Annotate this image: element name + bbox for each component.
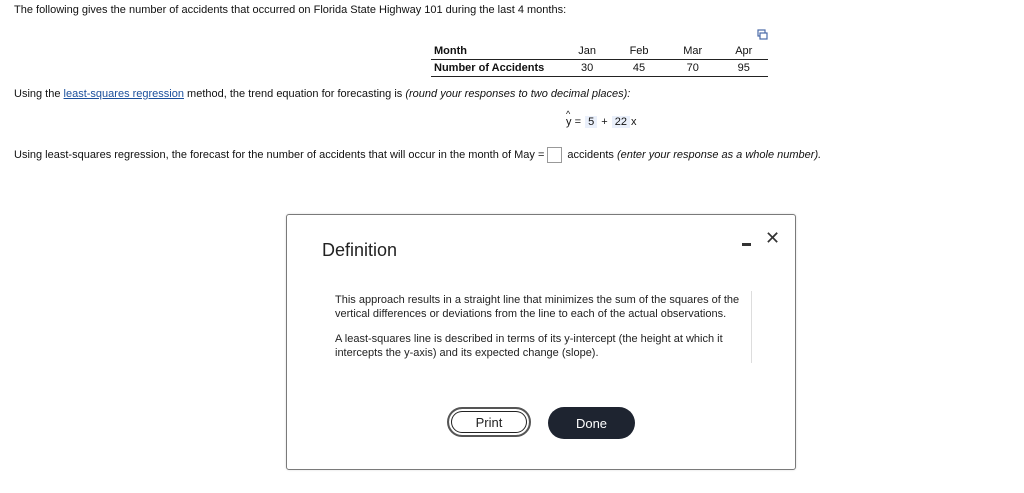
may-forecast-input[interactable] xyxy=(547,147,562,163)
table-row-accidents xyxy=(431,60,768,77)
accident-cell: 95 xyxy=(720,60,768,77)
month-cell: Apr xyxy=(720,44,768,60)
definition-paragraph: A least-squares line is described in terms of its y-intercept (the height at which it intercepts the y-axis) and its expected change (slope). xyxy=(335,333,723,359)
forecast-prompt xyxy=(14,147,821,163)
regression-prefix: Using the xyxy=(14,88,64,100)
scroll-track[interactable] xyxy=(751,291,752,363)
row-header-month: Month xyxy=(431,44,562,60)
month-cell: Jan xyxy=(562,44,612,60)
intercept-answer[interactable]: 5 xyxy=(585,116,597,128)
accident-cell: 30 xyxy=(562,60,612,77)
minimize-icon[interactable] xyxy=(741,237,753,249)
regression-middle: method, the trend equation for forecasting is xyxy=(183,88,406,100)
y-hat-symbol: ^ y xyxy=(566,116,572,128)
equals-sign: = xyxy=(574,116,581,128)
accident-cell: 45 xyxy=(612,60,666,77)
x-variable: x xyxy=(631,116,637,128)
done-button[interactable]: Done xyxy=(548,407,635,439)
regression-prompt xyxy=(14,88,630,100)
dialog-title: Definition xyxy=(322,240,398,260)
accidents-table xyxy=(431,44,768,77)
forecast-prefix: Using least-squares regression, the forecast for the number of accidents that will occur in the month of May = xyxy=(14,148,545,161)
forecast-unit: accidents xyxy=(567,148,614,161)
month-cell: Feb xyxy=(612,44,666,60)
row-header-accidents: Number of Accidents xyxy=(431,60,562,77)
table-row-month xyxy=(431,44,768,60)
accident-cell: 70 xyxy=(666,60,720,77)
forecast-instruction: (enter your response as a whole number). xyxy=(616,148,822,161)
close-icon[interactable]: ✕ xyxy=(765,228,781,248)
definition-body xyxy=(335,293,747,371)
month-cell: Mar xyxy=(666,44,720,60)
slope-answer[interactable]: 22 xyxy=(612,116,630,128)
plus-sign: + xyxy=(601,116,608,128)
regression-instruction: (round your responses to two decimal places): xyxy=(405,88,631,100)
trend-equation xyxy=(566,116,637,128)
copy-icon[interactable] xyxy=(757,29,768,40)
intro-text: The following gives the number of accidents that occurred on Florida State Highway 101 during the last 4 months: xyxy=(14,4,567,16)
print-button[interactable]: Print xyxy=(447,407,531,437)
definition-dialog xyxy=(286,214,796,470)
definition-paragraph: This approach results in a straight line that minimizes the sum of the squares of the vertical differences or deviations from the line to each of the actual observations. xyxy=(335,294,740,320)
least-squares-link[interactable]: least-squares regression xyxy=(63,88,184,100)
